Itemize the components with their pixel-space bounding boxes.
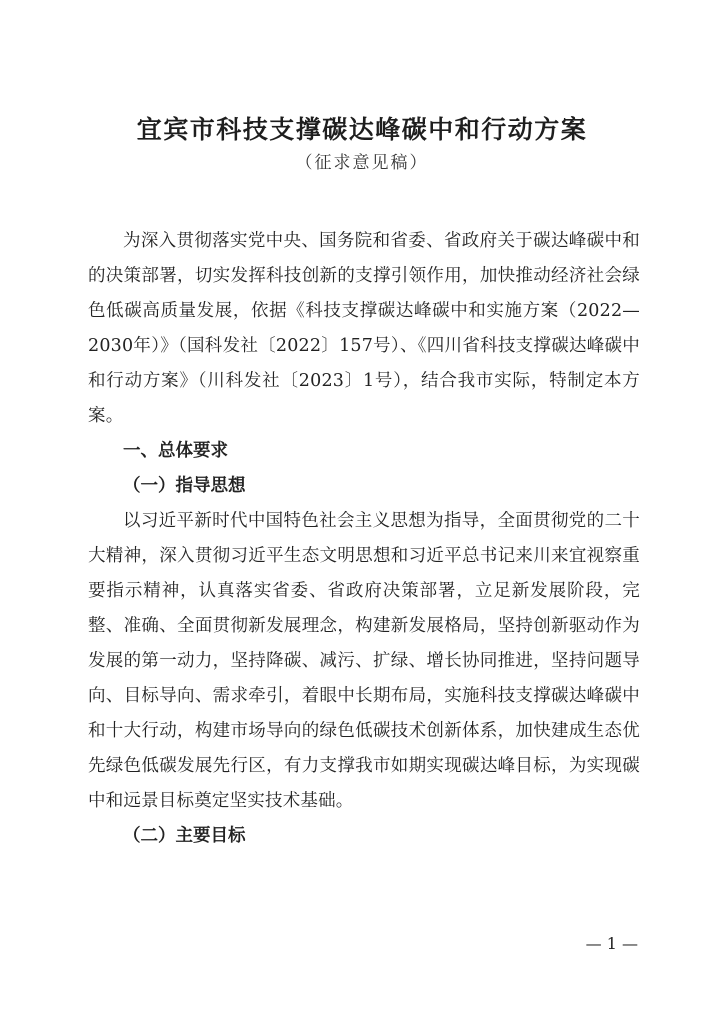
- document-subtitle: （征求意见稿）: [295, 153, 429, 173]
- page-number: — 1 —: [585, 934, 638, 953]
- subsection-heading-main-goals: （二）主要目标: [123, 826, 246, 846]
- subsection-heading-guiding-ideology: （一）指导思想: [123, 476, 246, 496]
- document-body: [88, 224, 640, 854]
- guiding-ideology-paragraph: 以习近平新时代中国特色社会主义思想为指导，全面贯彻党的二十大精神，深入贯彻习近平生态文明思想和习近平总书记来川来宜视察重要指示精神，认真落实省委、省政府决策部署，立足新发展阶段，完整、准确、全面贯彻新发展理念，构建新发展格局，坚持创新驱动作为发展的第一动力，坚持降碳、减污、扩绿、增长协同推进，坚持问题导向、目标导向、需求牵引，着眼中长期布局，实施科技支撑碳达峰碳中和十大行动，构建市场导向的绿色低碳技术创新体系，加快建成生态优先绿色低碳发展先行区，有力支撑我市如期实现碳达峰目标，为实现碳中和远景目标奠定坚实技术基础。: [88, 511, 640, 811]
- intro-paragraph: 为深入贯彻落实党中央、国务院和省委、省政府关于碳达峰碳中和的决策部署，切实发挥科技创新的支撑引领作用，加快推动经济社会绿色低碳高质量发展，依据《科技支撑碳达峰碳中和实施方案（2022—2030年）》（国科发社〔2022〕157号）、《四川省科技支撑碳达峰碳中和行动方案》（川科发社〔2023〕1号），结合我市实际，特制定本方案。: [88, 231, 640, 426]
- document-title: 宜宾市科技支撑碳达峰碳中和行动方案: [136, 115, 588, 144]
- section-heading-general-requirements: 一、总体要求: [123, 441, 228, 461]
